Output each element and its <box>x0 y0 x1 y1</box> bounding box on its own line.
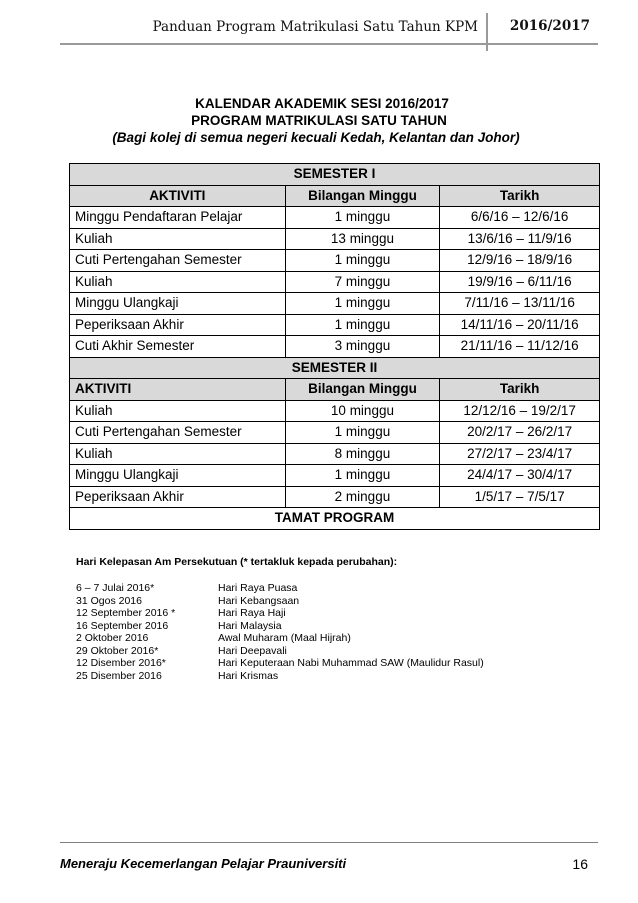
holiday-date: 31 Ogos 2016 <box>76 594 142 607</box>
activity-cell: Cuti Pertengahan Semester <box>70 422 286 444</box>
footer-text: Meneraju Kecemerlangan Pelajar Prauniversiti <box>60 856 347 871</box>
table-row <box>70 207 600 229</box>
table-row <box>70 293 600 315</box>
dates-cell: 12/12/16 – 19/2/17 <box>440 400 600 422</box>
academic-calendar-table <box>69 163 600 530</box>
weeks-cell: 8 minggu <box>285 443 440 465</box>
holiday-name: Hari Keputeraan Nabi Muhammad SAW (Maulidur Rasul) <box>218 657 484 669</box>
dates-cell: 20/2/17 – 26/2/17 <box>440 422 600 444</box>
holiday-name: Hari Deepavali <box>218 644 287 657</box>
holiday-item <box>76 607 484 620</box>
dates-cell: 7/11/16 – 13/11/16 <box>440 293 600 315</box>
holiday-date: 2 Oktober 2016 <box>76 632 149 644</box>
activity-cell: Cuti Pertengahan Semester <box>70 250 286 272</box>
activity-cell: Kuliah <box>70 400 286 422</box>
activity-cell: Minggu Ulangkaji <box>70 293 286 315</box>
holiday-item <box>76 657 484 670</box>
page-footer <box>60 842 598 873</box>
column-header-weeks: Bilangan Minggu <box>285 185 440 207</box>
column-header-activity: AKTIVITI <box>70 379 286 401</box>
dates-cell: 13/6/16 – 11/9/16 <box>440 228 600 250</box>
activity-cell: Kuliah <box>70 271 286 293</box>
title-line-2: PROGRAM MATRIKULASI SATU TAHUN <box>191 113 447 128</box>
holiday-item <box>76 595 484 608</box>
page-number: 16 <box>572 856 588 872</box>
holiday-title: Hari Kelepasan Am Persekutuan (* tertakluk kepada perubahan): <box>76 556 398 568</box>
document-title <box>0 95 638 146</box>
column-header-activity: AKTIVITI <box>70 185 286 207</box>
semester-band-row <box>70 164 600 186</box>
weeks-cell: 1 minggu <box>285 465 440 487</box>
dates-cell: 14/11/16 – 20/11/16 <box>440 314 600 336</box>
table-row <box>70 250 600 272</box>
holiday-section <box>76 556 484 682</box>
semester-band-row <box>70 357 600 379</box>
table-header-row <box>70 379 600 401</box>
weeks-cell: 1 minggu <box>285 250 440 272</box>
dates-cell: 21/11/16 – 11/12/16 <box>440 336 600 358</box>
table-row <box>70 271 600 293</box>
holiday-name: Hari Krismas <box>218 669 279 682</box>
dates-cell: 1/5/17 – 7/5/17 <box>440 486 600 508</box>
holiday-date: 16 September 2016 <box>76 619 169 632</box>
table-row <box>70 314 600 336</box>
weeks-cell: 7 minggu <box>285 271 440 293</box>
holiday-date: 12 Disember 2016* <box>76 657 166 669</box>
holiday-item <box>76 645 484 658</box>
semester-label: SEMESTER II <box>70 357 600 379</box>
table-row <box>70 400 600 422</box>
holiday-item <box>76 620 484 633</box>
table-row <box>70 465 600 487</box>
activity-cell: Kuliah <box>70 443 286 465</box>
holiday-date: 6 – 7 Julai 2016* <box>76 582 155 594</box>
dates-cell: 6/6/16 – 12/6/16 <box>440 207 600 229</box>
dates-cell: 19/9/16 – 6/11/16 <box>440 271 600 293</box>
holiday-name: Hari Raya Haji <box>218 607 286 619</box>
holiday-item <box>76 582 484 595</box>
table-row <box>70 422 600 444</box>
header-title: Panduan Program Matrikulasi Satu Tahun KPM <box>152 19 478 35</box>
activity-cell: Minggu Pendaftaran Pelajar <box>70 207 286 229</box>
column-header-dates: Tarikh <box>440 379 600 401</box>
title-line-3: (Bagi kolej di semua negeri kecuali Kedah, Kelantan dan Johor) <box>112 130 520 145</box>
holiday-date: 12 September 2016 * <box>76 607 176 619</box>
activity-cell: Peperiksaan Akhir <box>70 486 286 508</box>
header-divider <box>486 13 488 51</box>
weeks-cell: 1 minggu <box>285 207 440 229</box>
table-header-row <box>70 185 600 207</box>
holiday-name: Hari Malaysia <box>218 619 282 632</box>
holiday-date: 29 Oktober 2016* <box>76 644 159 657</box>
holiday-name: Hari Raya Puasa <box>218 582 298 594</box>
holiday-item <box>76 670 484 683</box>
weeks-cell: 3 minggu <box>285 336 440 358</box>
end-program-label: TAMAT PROGRAM <box>70 508 600 530</box>
holiday-item <box>76 632 484 645</box>
activity-cell: Peperiksaan Akhir <box>70 314 286 336</box>
activity-cell: Minggu Ulangkaji <box>70 465 286 487</box>
dates-cell: 27/2/17 – 23/4/17 <box>440 443 600 465</box>
holiday-date: 25 Disember 2016 <box>76 669 162 682</box>
semester-label: SEMESTER I <box>70 164 600 186</box>
holiday-name: Hari Kebangsaan <box>218 594 300 607</box>
holiday-name: Awal Muharam (Maal Hijrah) <box>218 632 351 644</box>
page-header <box>60 13 598 45</box>
column-header-weeks: Bilangan Minggu <box>285 379 440 401</box>
end-row <box>70 508 600 530</box>
table-row <box>70 336 600 358</box>
title-line-1: KALENDAR AKADEMIK SESI 2016/2017 <box>195 96 449 111</box>
header-year: 2016/2017 <box>509 18 590 34</box>
column-header-dates: Tarikh <box>440 185 600 207</box>
holiday-list <box>76 582 484 682</box>
table-row <box>70 443 600 465</box>
weeks-cell: 1 minggu <box>285 293 440 315</box>
dates-cell: 24/4/17 – 30/4/17 <box>440 465 600 487</box>
weeks-cell: 1 minggu <box>285 314 440 336</box>
dates-cell: 12/9/16 – 18/9/16 <box>440 250 600 272</box>
activity-cell: Cuti Akhir Semester <box>70 336 286 358</box>
weeks-cell: 2 minggu <box>285 486 440 508</box>
weeks-cell: 13 minggu <box>285 228 440 250</box>
weeks-cell: 1 minggu <box>285 422 440 444</box>
activity-cell: Kuliah <box>70 228 286 250</box>
table-row <box>70 228 600 250</box>
weeks-cell: 10 minggu <box>285 400 440 422</box>
table-row <box>70 486 600 508</box>
